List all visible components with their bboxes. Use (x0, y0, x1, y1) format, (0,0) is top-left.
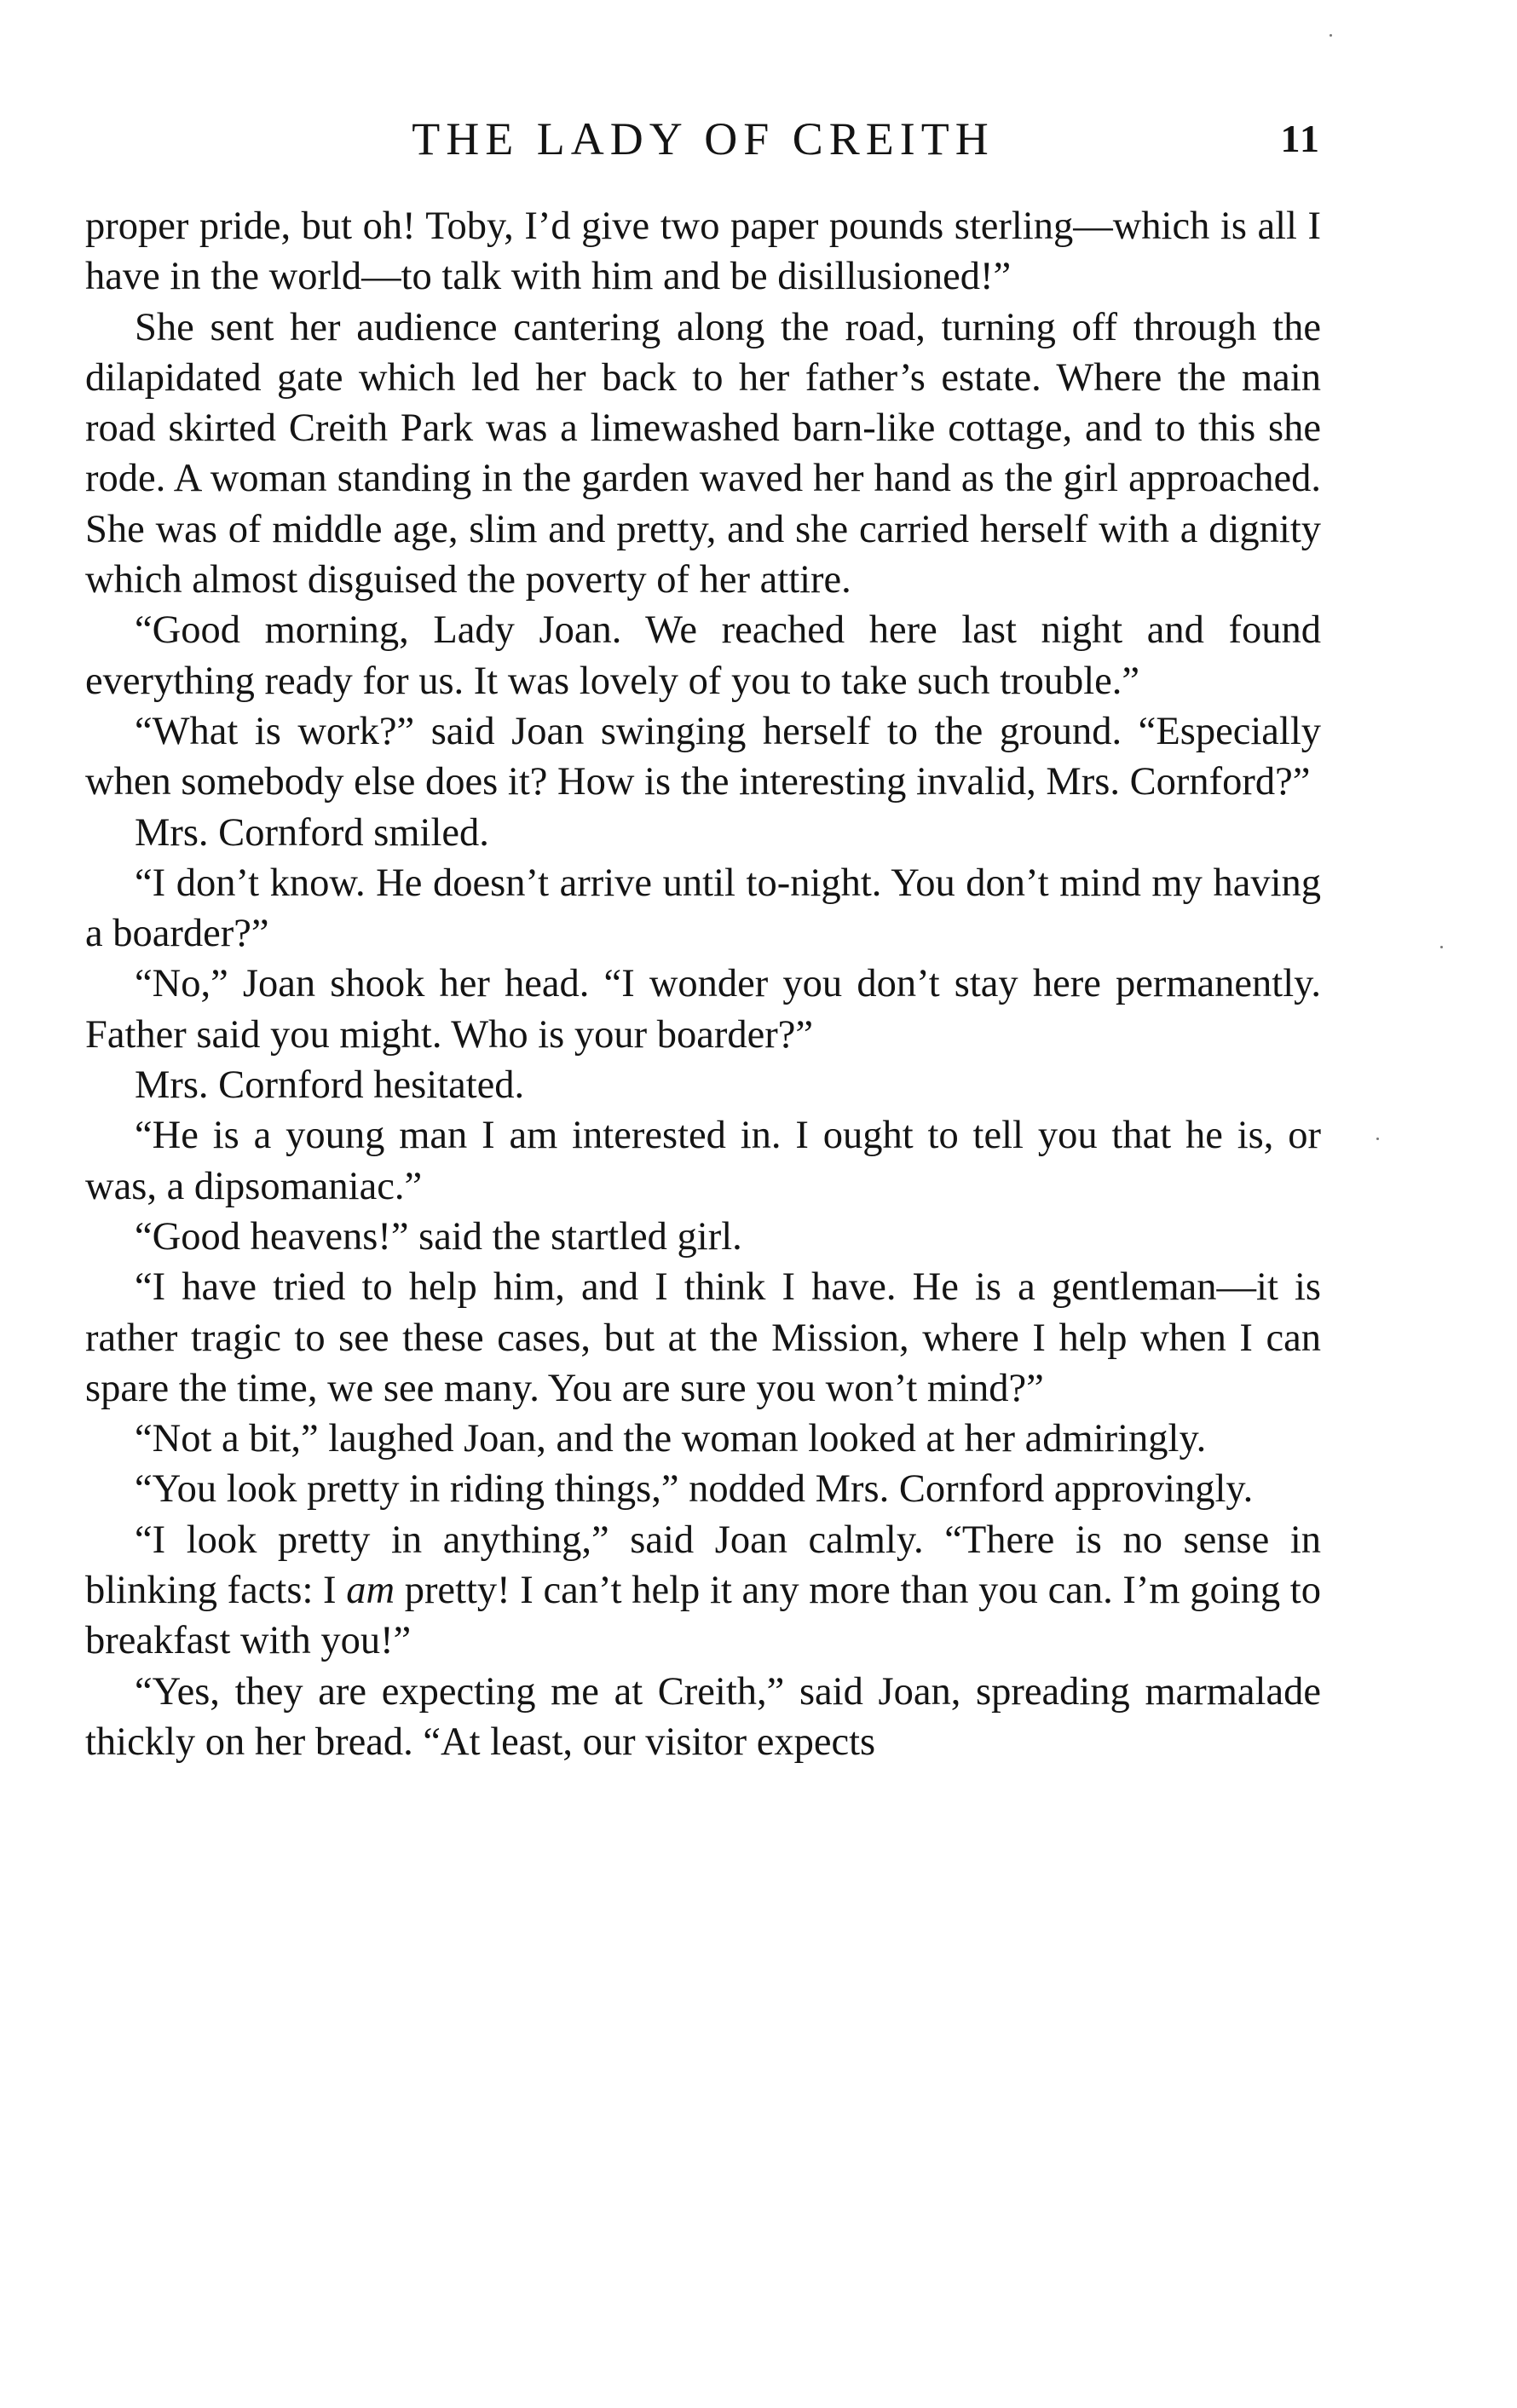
paragraph: She sent her audience cantering along the road, turning off through the dilapidated gate which led her back to her father’s estate. Where the main road skirted Creith Park was a limewashed barn-like cottage, and to this she rode. A woman standing in the garden waved her hand as the girl approached. She was of middle age, slim and pretty, and she carried herself with a dignity which almost disguised the poverty of her attire. (85, 305, 1321, 602)
body-text (85, 201, 1321, 1767)
scan-speck (1440, 946, 1443, 948)
emphasis: am (346, 1569, 395, 1613)
paragraph (85, 1515, 1321, 1667)
paragraph: “You look pretty in riding things,” nodded Mrs. Cornford approvingly. (135, 1467, 1254, 1512)
page-number: 11 (1280, 117, 1321, 160)
paragraph: Mrs. Cornford smiled. (135, 810, 489, 855)
paragraph: “He is a young man I am interested in. I ought to tell you that he is, or was, a dipsomaniac.” (85, 1114, 1321, 1208)
running-title: THE LADY OF CREITH (412, 113, 995, 164)
paragraph: “What is work?” said Joan swinging herself to the ground. “Especially when somebody else does it? How is the interesting invalid, Mrs. Cornford?” (85, 709, 1321, 804)
page-header (85, 109, 1321, 169)
paragraph: “I don’t know. He doesn’t arrive until to-night. You don’t mind my having a boarder?” (85, 861, 1321, 956)
paragraph: “Good heavens!” said the startled girl. (135, 1214, 742, 1259)
paragraph: “Yes, they are expecting me at Creith,” said Joan, spreading marmalade thickly on her bread. “At least, our visitor expects (85, 1669, 1321, 1764)
paragraph: “Good morning, Lady Joan. We reached here last night and found everything ready for us. It was lovely of you to take such trouble.” (85, 608, 1321, 703)
scan-speck (1330, 34, 1332, 37)
paragraph-text: pretty! I can’t help it any more than you can. I’m going to breakfast with you!” (85, 1569, 1321, 1663)
paragraph: proper pride, but oh! Toby, I’d give two paper pounds sterling—which is all I have in the world—to talk with him and be disillusioned!” (85, 205, 1321, 299)
paragraph: Mrs. Cornford hesitated. (135, 1063, 525, 1108)
paragraph: “No,” Joan shook her head. “I wonder you don’t stay here permanently. Father said you might. Who is your boarder?” (85, 962, 1321, 1057)
paragraph-text: “I look pretty in anything,” said Joan calmly. “There is no sense in blinking facts: I (85, 1518, 1321, 1613)
scan-speck (1376, 1138, 1379, 1140)
paragraph: “I have tried to help him, and I think I have. He is a gentleman—it is rather tragic to see these cases, but at the Mission, where I help when I can spare the time, we see many. You are sure you won’t mind?” (85, 1265, 1321, 1410)
paragraph: “Not a bit,” laughed Joan, and the woman looked at her admiringly. (135, 1417, 1207, 1461)
